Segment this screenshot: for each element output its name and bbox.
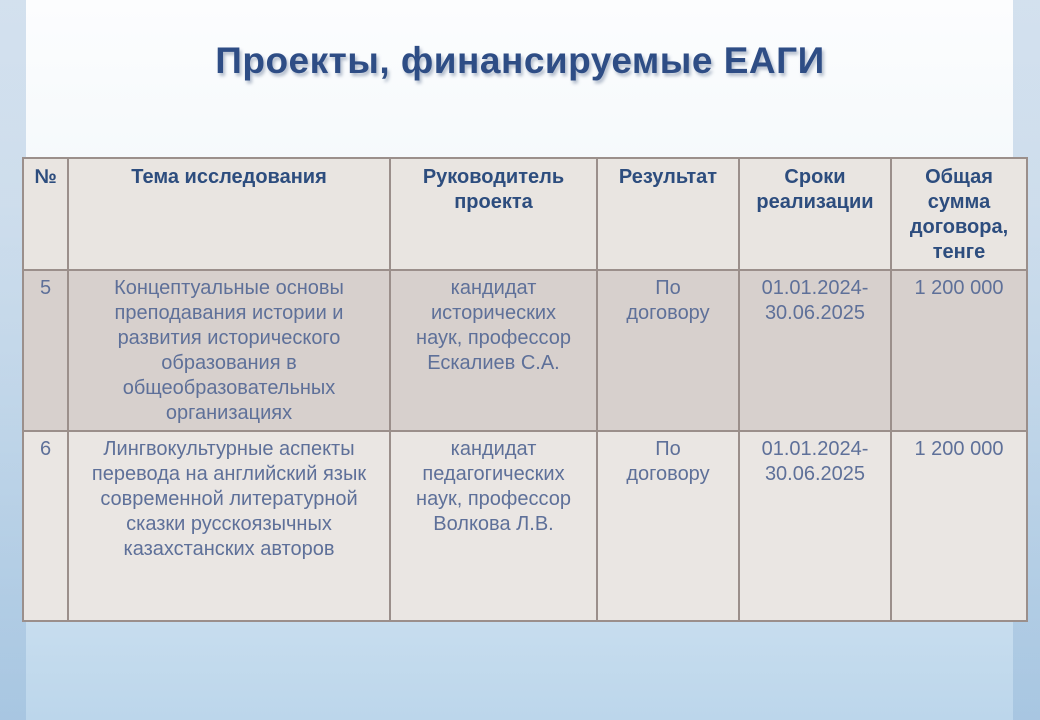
topic-cell: Концептуальные основы преподавания истории и развития исторического образования в общеобразовательных организациях [68,270,390,431]
leader-cell: кандидат исторических наук, профессор Ескалиев С.А. [390,270,597,431]
result-cell: По договору [597,270,739,431]
dates-cell: 01.01.2024-30.06.2025 [739,270,891,431]
table-header-row [23,158,1027,270]
column-header-result: Результат [597,158,739,270]
table-row [23,270,1027,431]
column-header-amount: Общая сумма договора, тенге [891,158,1027,270]
column-header-topic: Тема исследования [68,158,390,270]
column-header-leader: Руководитель проекта [390,158,597,270]
dates-cell: 01.01.2024-30.06.2025 [739,431,891,621]
slide-title: Проекты, финансируемые ЕАГИ [215,40,825,81]
amount-cell: 1 200 000 [891,270,1027,431]
row-number-cell: 5 [23,270,68,431]
topic-cell: Лингвокультурные аспекты перевода на английский язык современной литературной сказки русскоязычных казахстанских авторов [68,431,390,621]
projects-table [22,157,1028,622]
table-row [23,431,1027,621]
result-cell: По договору [597,431,739,621]
column-header-number: № [23,158,68,270]
row-number-cell: 6 [23,431,68,621]
leader-cell: кандидат педагогических наук, профессор Волкова Л.В. [390,431,597,621]
column-header-dates: Сроки реализации [739,158,891,270]
amount-cell: 1 200 000 [891,431,1027,621]
